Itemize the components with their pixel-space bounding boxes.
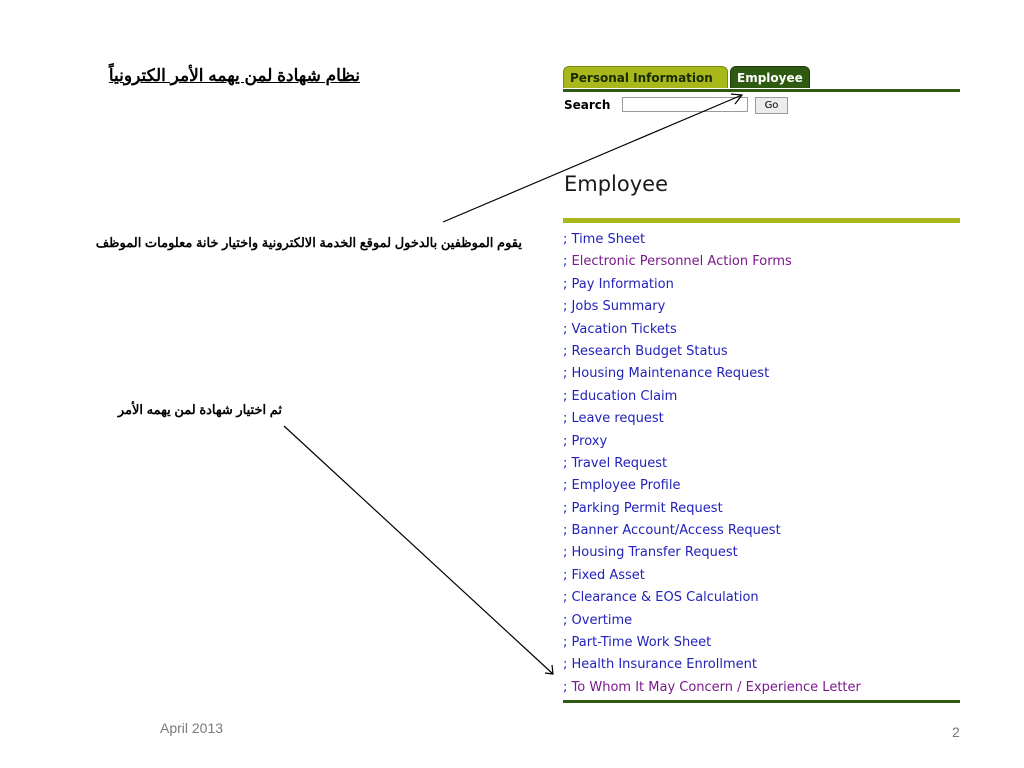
bottom-divider [563, 700, 960, 703]
menu-item-label[interactable]: Parking Permit Request [571, 500, 723, 516]
menu-bullet: ; [563, 343, 568, 359]
menu-item[interactable] [563, 341, 960, 363]
menu-bullet: ; [563, 366, 568, 382]
tab-employee[interactable]: Employee [730, 66, 810, 88]
tab-divider [563, 89, 960, 92]
menu-item[interactable] [563, 431, 960, 453]
menu-item[interactable] [563, 475, 960, 497]
menu-item[interactable] [563, 677, 960, 699]
menu-item-label[interactable]: Employee Profile [571, 478, 681, 494]
menu-bullet: ; [563, 657, 568, 673]
menu-item-label[interactable]: Health Insurance Enrollment [571, 657, 757, 673]
menu-bullet: ; [563, 478, 568, 494]
menu-item[interactable] [563, 453, 960, 475]
menu-item[interactable] [563, 363, 960, 385]
menu-bullet: ; [563, 321, 568, 337]
menu-item[interactable] [563, 386, 960, 408]
menu-item-label[interactable]: Leave request [571, 411, 664, 427]
menu-bullet: ; [563, 500, 568, 516]
page-number: 2 [952, 724, 960, 740]
search-bar [563, 96, 960, 116]
search-input[interactable] [622, 97, 748, 112]
menu-item[interactable] [563, 610, 960, 632]
menu-item[interactable] [563, 654, 960, 676]
menu-bullet: ; [563, 455, 568, 471]
menu-item-label[interactable]: Pay Information [571, 276, 674, 292]
employee-menu [563, 229, 960, 699]
menu-item-label[interactable]: Overtime [571, 612, 633, 628]
menu-bullet: ; [563, 545, 568, 561]
employee-portal-screenshot [563, 62, 960, 708]
menu-bullet: ; [563, 276, 568, 292]
arrow-to-whom-it-may-concern [284, 426, 553, 674]
menu-item-label[interactable]: Research Budget Status [571, 343, 728, 359]
menu-bullet: ; [563, 590, 568, 606]
heading-divider [563, 218, 960, 223]
menu-item-label[interactable]: Travel Request [571, 455, 668, 471]
tab-personal-information[interactable]: Personal Information [563, 66, 728, 88]
go-button[interactable]: Go [755, 97, 788, 114]
menu-item[interactable] [563, 274, 960, 296]
menu-item[interactable] [563, 542, 960, 564]
menu-bullet: ; [563, 388, 568, 404]
menu-item-label[interactable]: Vacation Tickets [571, 321, 677, 337]
menu-item-label[interactable]: Clearance & EOS Calculation [571, 590, 759, 606]
menu-item-label[interactable]: Housing Transfer Request [571, 545, 738, 561]
menu-bullet: ; [563, 411, 568, 427]
menu-item[interactable] [563, 251, 960, 273]
menu-bullet: ; [563, 612, 568, 628]
menu-item-label[interactable]: Fixed Asset [571, 567, 645, 583]
menu-bullet: ; [563, 433, 568, 449]
menu-item-label[interactable]: Housing Maintenance Request [571, 366, 770, 382]
menu-bullet: ; [563, 635, 568, 651]
menu-item[interactable] [563, 319, 960, 341]
tab-bar [563, 62, 960, 90]
menu-item-label[interactable]: Part-Time Work Sheet [571, 635, 712, 651]
menu-bullet: ; [563, 567, 568, 583]
menu-item[interactable] [563, 408, 960, 430]
menu-item[interactable] [563, 498, 960, 520]
menu-item-label[interactable]: Education Claim [571, 388, 678, 404]
instruction-note-2: ثم اختيار شهادة لمن يهمه الأمر [117, 402, 282, 417]
menu-item[interactable] [563, 520, 960, 542]
menu-bullet: ; [563, 679, 568, 695]
menu-bullet: ; [563, 299, 568, 315]
menu-item[interactable] [563, 632, 960, 654]
menu-item[interactable] [563, 229, 960, 251]
menu-item[interactable] [563, 296, 960, 318]
menu-bullet: ; [563, 254, 568, 270]
menu-bullet: ; [563, 232, 568, 247]
slide-title: نظام شهادة لمن يهمه الأمر الكترونياً [108, 66, 360, 85]
menu-item-label[interactable]: Banner Account/Access Request [571, 523, 781, 539]
footer-date: April 2013 [160, 720, 224, 736]
page-heading: Employee [564, 172, 669, 196]
menu-item-label[interactable]: Time Sheet [571, 232, 646, 247]
menu-item[interactable] [563, 565, 960, 587]
menu-item-label[interactable]: Proxy [571, 433, 608, 449]
search-label: Search [564, 98, 611, 112]
menu-item-label[interactable]: To Whom It May Concern / Experience Letter [571, 679, 861, 695]
menu-item-label[interactable]: Electronic Personnel Action Forms [571, 254, 792, 270]
menu-item[interactable] [563, 587, 960, 609]
instruction-note-1: يقوم الموظفين بالدخول لموقع الخدمة الالكترونية واختيار خانة معلومات الموظف [95, 235, 522, 250]
menu-item-label[interactable]: Jobs Summary [571, 299, 666, 315]
menu-bullet: ; [563, 523, 568, 539]
